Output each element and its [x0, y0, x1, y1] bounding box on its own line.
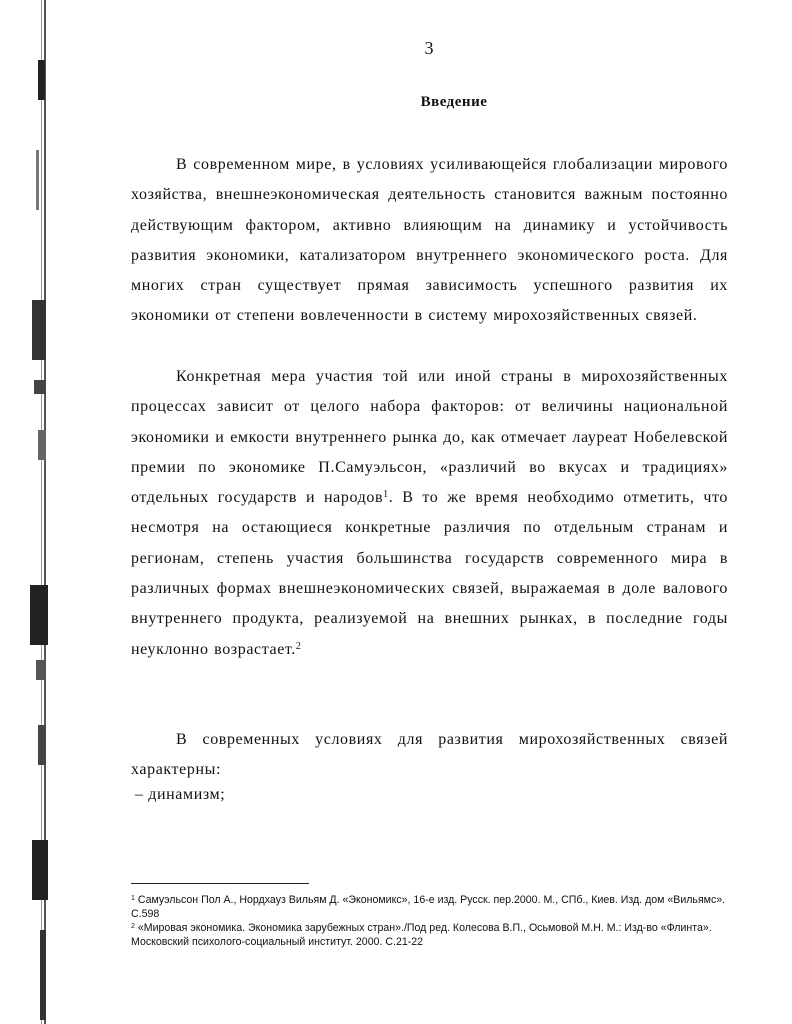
footnote-ref-2[interactable]: 2 [295, 640, 302, 652]
footnotes [131, 893, 731, 949]
footnote-2-text: «Мировая экономика. Экономика зарубежных стран»./Под ред. Колесова В.П., Осьмовой М.Н. М.: Изд-во «Флинта». Московский психолого-социальный институт. 2000. С.21-22 [131, 922, 712, 948]
section-heading: Введение [420, 94, 488, 110]
footnote-ref-1[interactable]: 1 [383, 489, 389, 501]
footnote-1-mark: 1 [131, 895, 135, 902]
paragraph-characteristics: В современных условиях для развития мирохозяйственных связей характерны: [131, 731, 728, 779]
footnote-2-mark: 2 [131, 923, 135, 930]
footnote-2 [131, 921, 731, 949]
paragraph-factors [131, 362, 728, 665]
footnote-divider [131, 883, 309, 884]
page-number: 3 [424, 38, 434, 58]
paragraph-factors-text-b: . В то же время необходимо отметить, что несмотря на остающиеся конкретные различия по отдельным странам и регионам, степень участия большинства государств современного мира в различных формах внешнеэкономических связей, выражаемая в доле валового внутреннего продукта, реализуемой на внешних рынках, в последние годы неуклонно возрастает. [131, 489, 729, 658]
list-item: – динамизм; [135, 786, 226, 803]
footnote-1 [131, 893, 731, 921]
scan-margin-artifact [28, 0, 52, 1024]
paragraph-factors-text-a: Конкретная мера участия той или иной страны в мирохозяйственных процессах зависит от целого набора факторов: от величины национальной экономики и емкости внутреннего рынка до, как отмечает лауреат Нобелевской премии по экономике П.Самуэльсон, «различий во вкусах и традициях» отдельных государств и народов [131, 368, 728, 507]
footnote-1-text: Самуэльсон Пол А., Нордхауз Вильям Д. «Экономикс», 16-е изд. Русск. пер.2000. М., СПб., Киев. Изд. дом «Вильямс». С.598 [131, 894, 726, 920]
paragraph-intro: В современном мире, в условиях усиливающейся глобализации мирового хозяйства, внешнеэкономическая деятельность становится важным постоянно действующим фактором, активно влияющим на динамику и устойчивость развития экономики, катализатором внутреннего экономического роста. Для многих стран существует прямая зависимость успешного развития их экономики от степени вовлеченности в систему мирохозяйственных связей. [131, 156, 728, 325]
